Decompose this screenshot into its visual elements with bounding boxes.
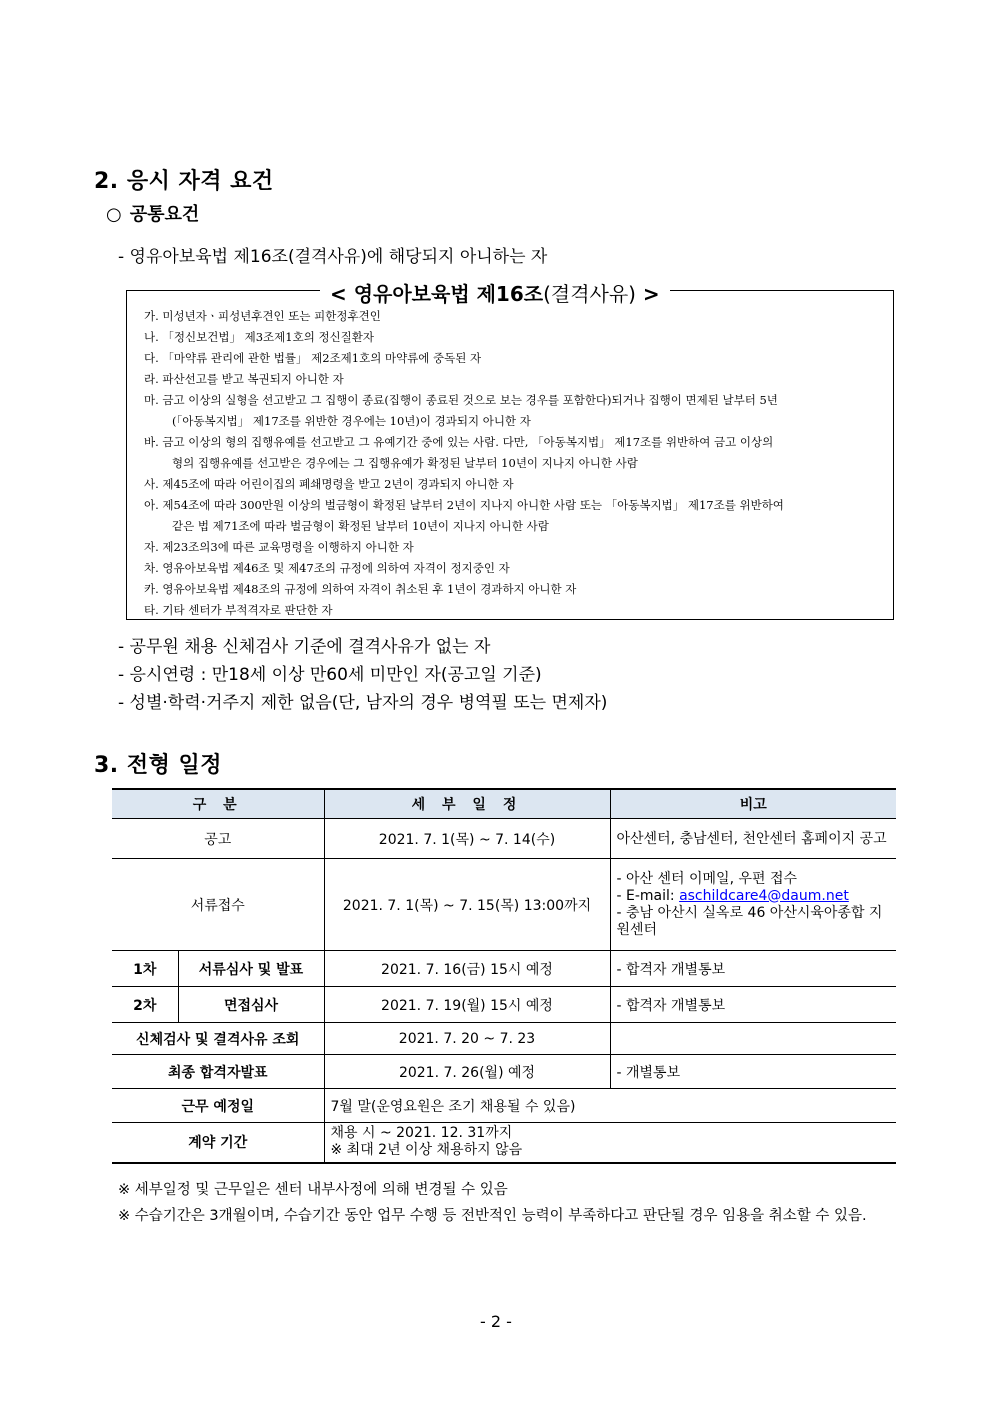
list-item: 마. 금고 이상의 실형을 선고받고 그 집행이 종료(집행이 종료된 것으로 보는 경우를 포함한다)되거나 집행이 면제된 날부터 5년 xyxy=(144,393,778,407)
value-line: 채용 시 ~ 2021. 12. 31까지 xyxy=(330,1125,513,1142)
row-date: 2021. 7. 20 ~ 7. 23 xyxy=(324,1023,610,1055)
list-item: 형의 집행유예를 선고받은 경우에는 그 집행유예가 확정된 날부터 10년이 지나지 아니한 사람 xyxy=(172,456,638,470)
list-item: 카. 영유아보육법 제48조의 규정에 의하여 자격이 취소된 후 1년이 경과하지 아니한 자 xyxy=(144,582,577,596)
page-number: - 2 - xyxy=(480,1312,512,1331)
list-item: 차. 영유아보육법 제46조 및 제47조의 규정에 의하여 자격이 정지중인 자 xyxy=(144,561,510,575)
requirement-4: - 성별·학력·거주지 제한 없음(단, 남자의 경우 병역필 또는 면제자) xyxy=(118,693,608,713)
note-line: - E-mail: aschildcare4@daum.net xyxy=(616,887,849,904)
table-row xyxy=(112,1123,896,1163)
note-line: - 충남 아산시 실옥로 46 아산시육아종합 지원센터 xyxy=(616,904,883,938)
table-row xyxy=(112,987,896,1023)
disqualification-list xyxy=(144,306,880,621)
list-item: 다. 「마약류 관리에 관한 법률」 제2조제1호의 마약류에 중독된 자 xyxy=(144,351,482,365)
row-note: - 합격자 개별통보 xyxy=(610,987,896,1023)
row-date: 2021. 7. 1(목) ~ 7. 14(수) xyxy=(324,819,610,859)
note-line: - 아산 센터 이메일, 우편 접수 xyxy=(616,870,798,887)
row-note: - 합격자 개별통보 xyxy=(610,951,896,987)
table-row xyxy=(112,1023,896,1055)
footnote-1: ※ 세부일정 및 근무일은 센터 내부사정에 의해 변경될 수 있음 xyxy=(118,1182,508,1198)
row-label: 서류접수 xyxy=(112,859,324,951)
row-label: 계약 기간 xyxy=(112,1123,324,1163)
row-note xyxy=(610,1023,896,1055)
header-remarks: 비고 xyxy=(610,789,896,819)
row-date: 2021. 7. 19(월) 15시 예정 xyxy=(324,987,610,1023)
list-item: 타. 기타 센터가 부적격자로 판단한 자 xyxy=(144,603,333,617)
list-item: 사. 제45조에 따라 어린이집의 폐쇄명령을 받고 2년이 경과되지 아니한 자 xyxy=(144,477,514,491)
footnote-2: ※ 수습기간은 3개월이며, 수습기간 동안 업무 수행 등 전반적인 능력이 부족하다고 판단될 경우 임용을 취소할 수 있음. xyxy=(118,1208,867,1224)
row-label: 공고 xyxy=(112,819,324,859)
row-value: 7월 말(운영요원은 조기 채용될 수 있음) xyxy=(324,1089,896,1123)
list-item: 같은 법 제71조에 따라 벌금형이 확정된 날부터 10년이 지나지 아니한 사람 xyxy=(172,519,549,533)
row-date: 2021. 7. 1(목) ~ 7. 15(목) 13:00까지 xyxy=(324,859,610,951)
list-item: 가. 미성년자ㆍ피성년후견인 또는 피한정후견인 xyxy=(144,309,381,323)
row-label: 서류심사 및 발표 xyxy=(178,951,324,987)
row-label: 근무 예정일 xyxy=(112,1089,324,1123)
list-item: 자. 제23조의3에 따른 교육명령을 이행하지 아니한 자 xyxy=(144,540,414,554)
list-item: (「아동복지법」 제17조를 위반한 경우에는 10년)이 경과되지 아니한 자 xyxy=(172,414,531,428)
row-stage: 1차 xyxy=(112,951,178,987)
row-label: 최종 합격자발표 xyxy=(112,1055,324,1089)
list-item: 라. 파산선고를 받고 복권되지 아니한 자 xyxy=(144,372,344,386)
list-item: 바. 금고 이상의 형의 집행유예를 선고받고 그 유예기간 중에 있는 사람. 다만, 「아동복지법」 제17조를 위반하여 금고 이상의 xyxy=(144,435,774,449)
row-date: 2021. 7. 16(금) 15시 예정 xyxy=(324,951,610,987)
row-value xyxy=(324,1123,896,1163)
disqualification-box-title: < 영유아보육법 제16조(결격사유) > xyxy=(320,278,670,307)
header-category: 구 분 xyxy=(112,789,324,819)
section-3-heading: 3. 전형 일정 xyxy=(94,753,222,778)
schedule-table xyxy=(112,788,896,1164)
row-note: - 개별통보 xyxy=(610,1055,896,1089)
table-row xyxy=(112,859,896,951)
list-item: 아. 제54조에 따라 300만원 이상의 벌금형이 확정된 날부터 2년이 지나지 아니한 사람 또는 「아동복지법」 제17조를 위반하여 xyxy=(144,498,784,512)
common-requirements-text: 공통요건 xyxy=(129,204,200,225)
requirement-1: - 영유아보육법 제16조(결격사유)에 해당되지 아니하는 자 xyxy=(118,247,548,267)
email-link[interactable]: aschildcare4@daum.net xyxy=(679,887,849,904)
table-header-row xyxy=(112,789,896,819)
header-schedule: 세 부 일 정 xyxy=(324,789,610,819)
requirement-3: - 응시연령 : 만18세 이상 만60세 미만인 자(공고일 기준) xyxy=(118,665,542,685)
table-row xyxy=(112,1089,896,1123)
value-line: ※ 최대 2년 이상 채용하지 않음 xyxy=(330,1142,523,1159)
row-label: 면접심사 xyxy=(178,987,324,1023)
section-2-heading: 2. 응시 자격 요건 xyxy=(94,169,274,194)
common-requirements-label xyxy=(106,200,199,226)
list-item: 나. 「정신보건법」 제3조제1호의 정신질환자 xyxy=(144,330,374,344)
table-row xyxy=(112,951,896,987)
row-note: 아산센터, 충남센터, 천안센터 홈페이지 공고 xyxy=(610,819,896,859)
row-date: 2021. 7. 26(월) 예정 xyxy=(324,1055,610,1089)
circle-bullet-icon: ○ xyxy=(106,204,122,225)
requirement-2: - 공무원 채용 신체검사 기준에 결격사유가 없는 자 xyxy=(118,637,491,657)
row-stage: 2차 xyxy=(112,987,178,1023)
row-label: 신체검사 및 결격사유 조회 xyxy=(112,1023,324,1055)
table-row xyxy=(112,1055,896,1089)
table-row xyxy=(112,819,896,859)
row-note xyxy=(610,859,896,951)
